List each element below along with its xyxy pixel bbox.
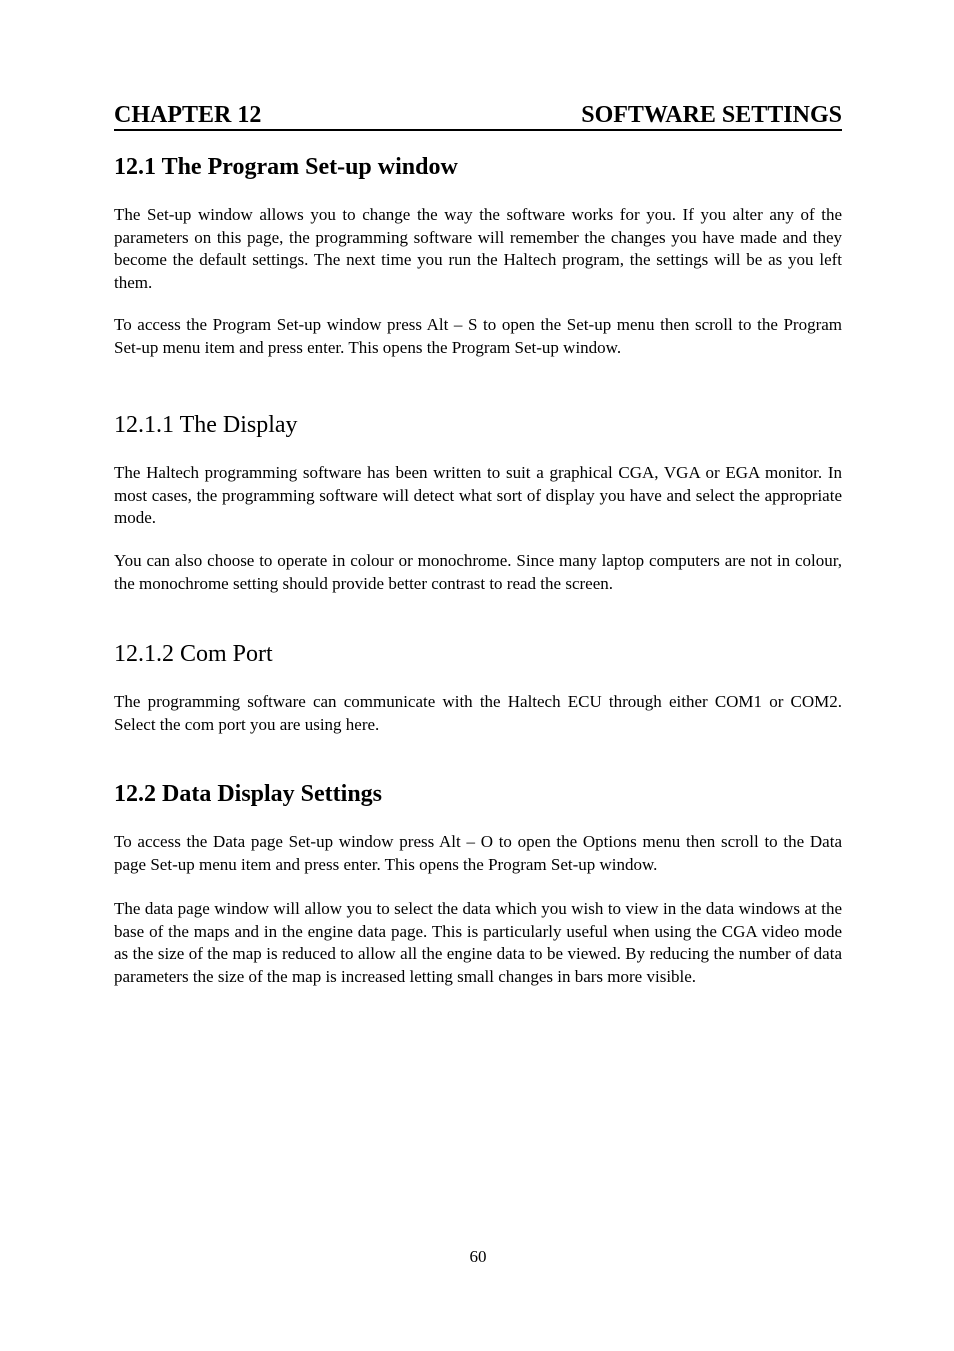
paragraph-12-2-access: To access the Data page Set-up window press Alt – O to open the Options menu then scroll to the Data page Set-up menu item and press enter. This opens the Program Set-up window. [114, 832, 842, 874]
paragraph-12-1-access: To access the Program Set-up window press Alt – S to open the Set-up menu then scroll to the Program Set-up menu item and press enter. This opens the Program Set-up window. [114, 315, 842, 357]
paragraph-12-1-2-comport: The programming software can communicate with the Haltech ECU through either COM1 or COM2. Select the com port you are using here. [114, 692, 842, 734]
page-number: 60 [469, 1247, 487, 1266]
chapter-header [114, 101, 842, 131]
section-heading-12-1: 12.1 The Program Set-up window [114, 154, 458, 180]
paragraph-12-1-1-display: The Haltech programming software has been written to suit a graphical CGA, VGA or EGA monitor. In most cases, the programming software will detect what sort of display you have and select the appropriate mode. [114, 463, 842, 527]
paragraph-12-1-intro: The Set-up window allows you to change the way the software works for you. If you alter any of the parameters on this page, the programming software will remember the changes you have made and they become the default settings. The next time you run the Haltech program, the settings will be as you left them. [114, 205, 842, 292]
chapter-number: CHAPTER 12 [114, 102, 262, 128]
paragraph-12-2-datapage: The data page window will allow you to select the data which you wish to view in the data windows at the base of the maps and in the engine data page. This is particularly useful when using the CGA video mode as the size of the map is reduced to allow all the engine data to be viewed. By reducing the number of data parameters the size of the map is increased letting small changes in bars more visible. [114, 899, 842, 986]
section-heading-12-1-1: 12.1.1 The Display [114, 412, 298, 438]
section-heading-12-2: 12.2 Data Display Settings [114, 781, 383, 807]
section-heading-12-1-2: 12.1.2 Com Port [114, 641, 273, 667]
paragraph-12-1-1-colour: You can also choose to operate in colour or monochrome. Since many laptop computers are not in colour, the monochrome setting should provide better contrast to read the screen. [114, 551, 842, 593]
chapter-title: SOFTWARE SETTINGS [581, 102, 842, 128]
